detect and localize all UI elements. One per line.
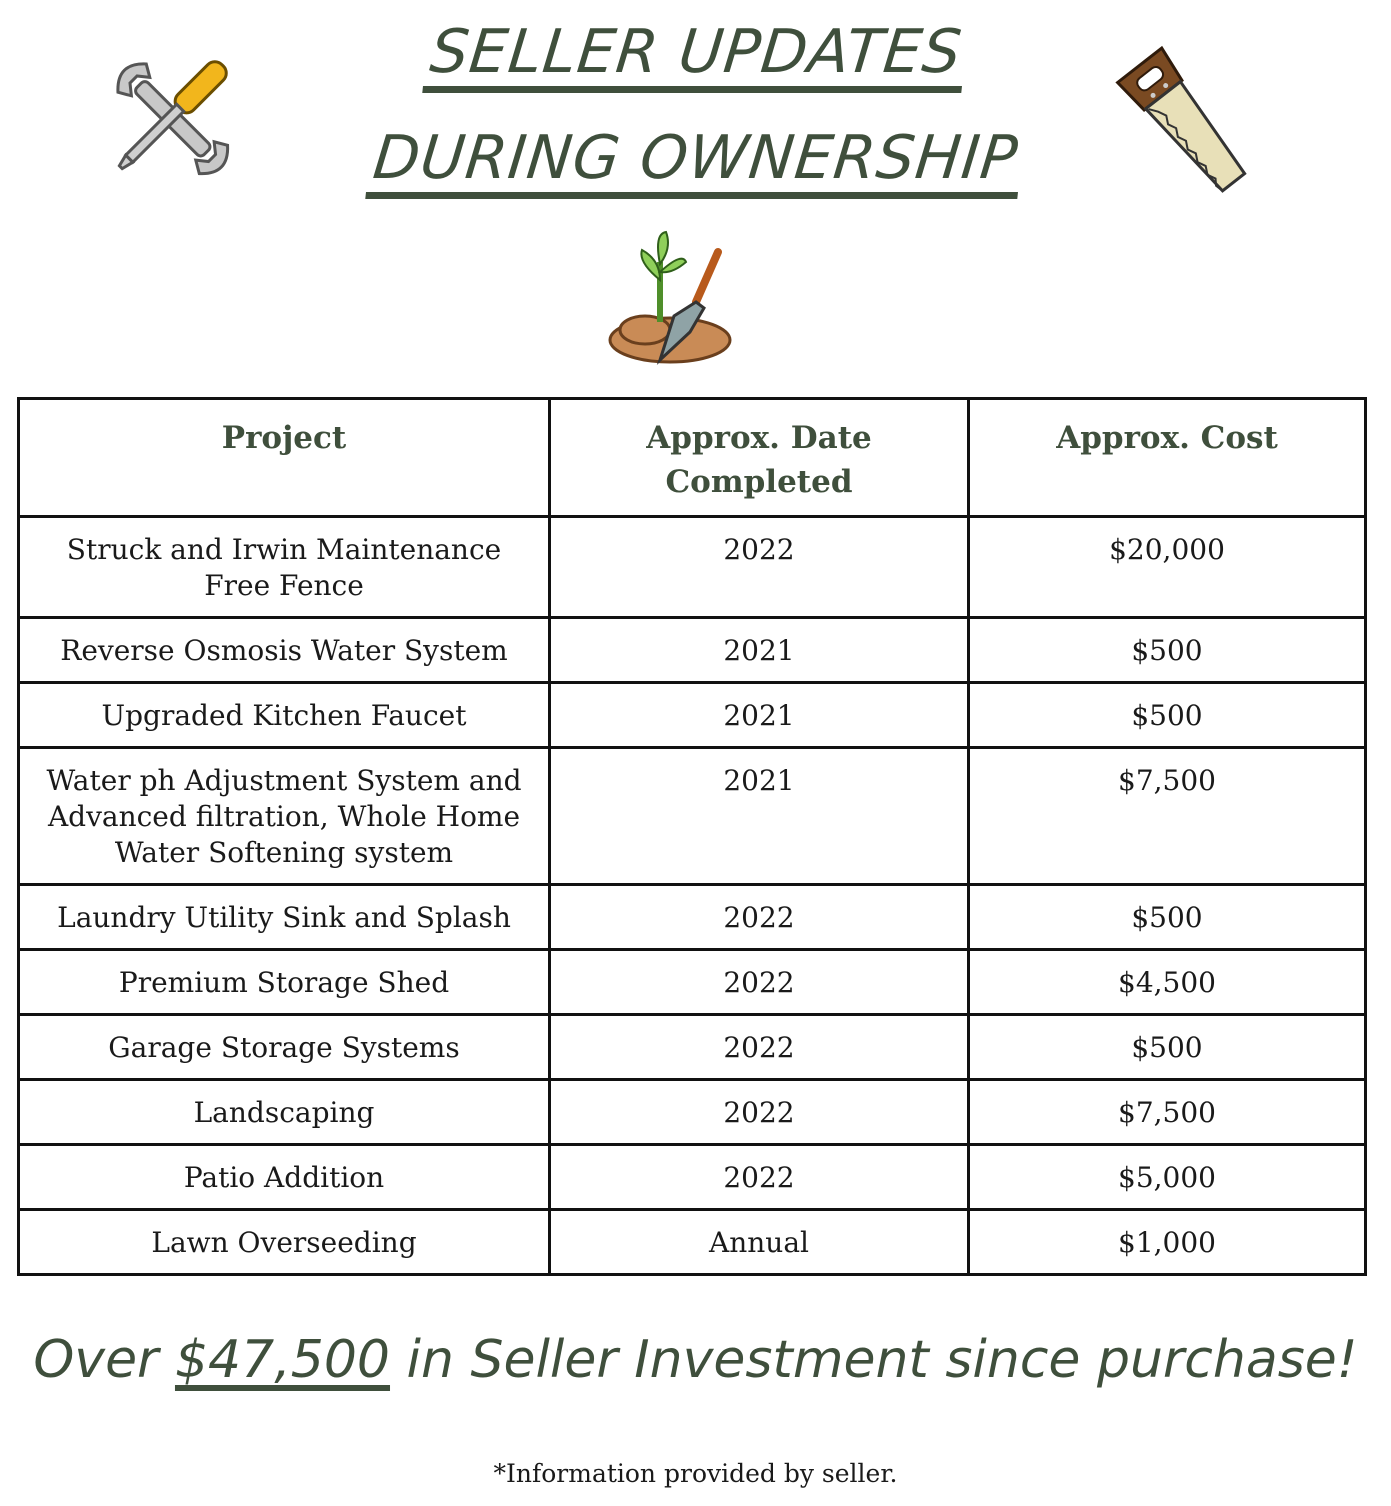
cost-cell: $20,000 [969, 517, 1366, 618]
cost-cell: $500 [969, 618, 1366, 683]
date-cell: 2022 [550, 885, 969, 950]
cost-cell: $7,500 [969, 748, 1366, 885]
investment-summary [0, 1330, 1391, 1390]
project-cell: Landscaping [19, 1080, 550, 1145]
hand-saw-icon [1104, 40, 1264, 205]
date-cell: 2022 [550, 1080, 969, 1145]
title-text-2: DURING OWNERSHIP [366, 128, 1026, 199]
project-cell: Water ph Adjustment System and Advanced filtration, Whole Home Water Softening system [19, 748, 550, 885]
summary-prefix: Over [33, 1330, 175, 1390]
date-cell: 2022 [550, 1145, 969, 1210]
cost-cell: $500 [969, 683, 1366, 748]
table-row [19, 950, 1366, 1015]
column-header-project: Project [19, 399, 550, 517]
footnote: *Information provided by seller. [493, 1459, 898, 1488]
table-row [19, 885, 1366, 950]
wrench-screwdriver-icon [96, 42, 246, 192]
date-cell: 2022 [550, 1015, 969, 1080]
project-cell: Reverse Osmosis Water System [19, 618, 550, 683]
table-row [19, 618, 1366, 683]
project-cell: Premium Storage Shed [19, 950, 550, 1015]
project-cell: Garage Storage Systems [19, 1015, 550, 1080]
project-cell: Laundry Utility Sink and Splash [19, 885, 550, 950]
cost-cell: $7,500 [969, 1080, 1366, 1145]
plant-trowel-icon [600, 222, 750, 372]
project-cell: Patio Addition [19, 1145, 550, 1210]
date-cell: 2021 [550, 618, 969, 683]
date-cell: 2022 [550, 517, 969, 618]
project-cell: Lawn Overseeding [19, 1210, 550, 1275]
table-row [19, 1015, 1366, 1080]
table-header-row [19, 399, 1366, 517]
table-row [19, 1210, 1366, 1275]
column-header-cost: Approx. Cost [969, 399, 1366, 517]
cost-cell: $5,000 [969, 1145, 1366, 1210]
updates-table [17, 397, 1367, 1276]
summary-suffix: in Seller Investment since purchase! [390, 1330, 1358, 1390]
date-cell: 2021 [550, 683, 969, 748]
table-row [19, 517, 1366, 618]
cost-cell: $500 [969, 1015, 1366, 1080]
title-text-1: SELLER UPDATES [422, 22, 969, 93]
project-cell: Struck and Irwin Maintenance Free Fence [19, 517, 550, 618]
table-row [19, 683, 1366, 748]
table-row [19, 1145, 1366, 1210]
date-cell: 2022 [550, 950, 969, 1015]
table-row [19, 748, 1366, 885]
cost-cell: $4,500 [969, 950, 1366, 1015]
summary-amount: $47,500 [174, 1330, 391, 1390]
date-cell: 2021 [550, 748, 969, 885]
column-header-date: Approx. Date Completed [550, 399, 969, 517]
project-cell: Upgraded Kitchen Faucet [19, 683, 550, 748]
cost-cell: $1,000 [969, 1210, 1366, 1275]
cost-cell: $500 [969, 885, 1366, 950]
date-cell: Annual [550, 1210, 969, 1275]
table-row [19, 1080, 1366, 1145]
